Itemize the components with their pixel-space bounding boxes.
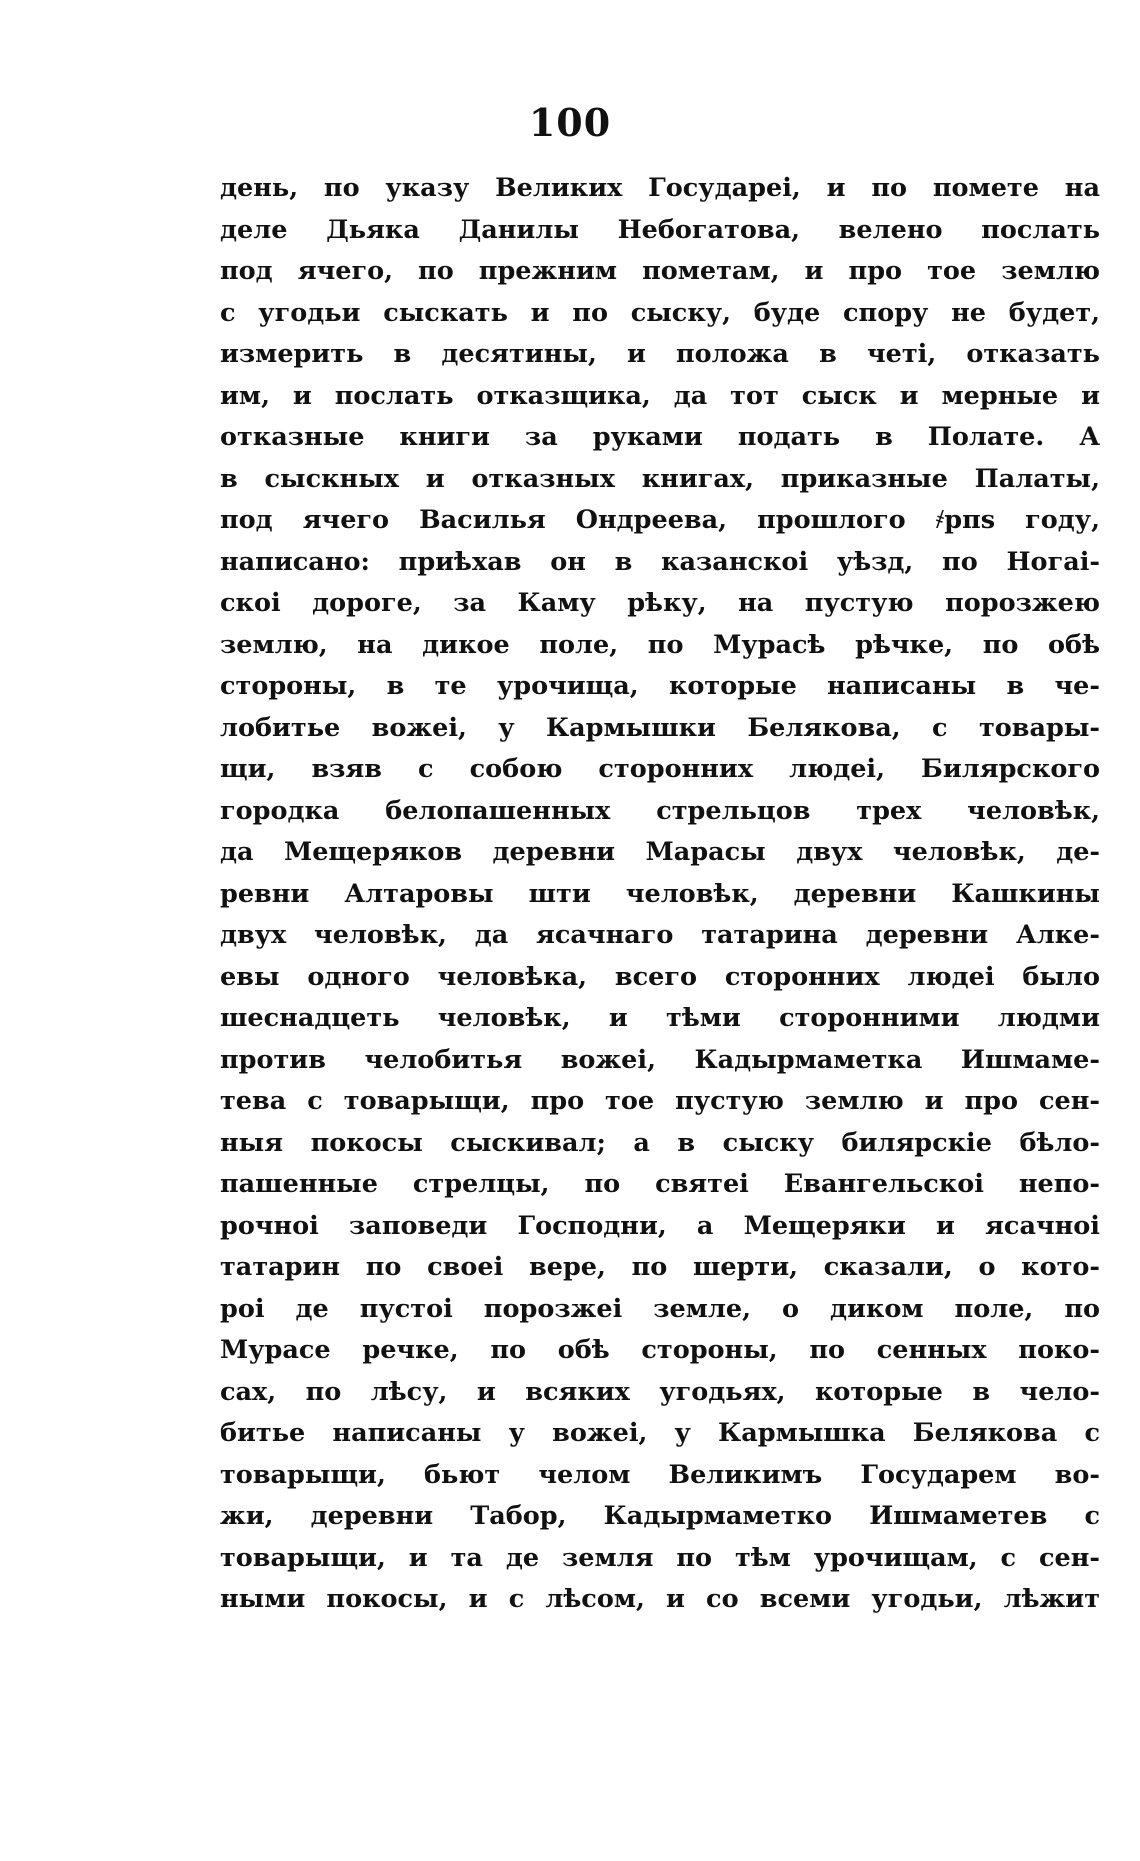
body-text xyxy=(220,168,1100,1621)
text-line: щи, взяв с собою сторонних людеі, Билярского xyxy=(220,754,1100,784)
text-line: евы одного человѣка, всего сторонних людеі было xyxy=(220,961,1100,992)
text-line: шеснадцеть человѣк, и тѣми сторонними людми xyxy=(220,1003,1100,1033)
text-line: в сыскных и отказных книгах, приказные Палаты, xyxy=(220,463,1100,494)
text-line: рочноі заповеди Господни, а Мещеряки и ясачноі xyxy=(220,1210,1100,1241)
text-line: с угодьи сыскать и по сыску, буде спору не будет, xyxy=(220,297,1100,328)
text-line: лобитье вожеі, у Кармышки Белякова, с товары- xyxy=(220,712,1100,743)
text-line: измерить в десятины, и положа в четі, отказать xyxy=(220,339,1100,369)
text-line: битье написаны у вожеі, у Кармышка Белякова с xyxy=(220,1418,1100,1448)
text-line: отказные книги за руками подать в Полате. А xyxy=(220,422,1100,452)
text-line: стороны, в те урочища, которые написаны в че- xyxy=(220,671,1100,701)
text-line: против челобитья вожеі, Кадырмаметка Ишмаме- xyxy=(220,1044,1100,1075)
text-line: да Мещеряков деревни Марасы двух человѣк, де- xyxy=(220,837,1100,867)
text-line: роі де пустоі порозжеі земле, о диком поле, по xyxy=(220,1293,1100,1324)
text-line: пашенные стрелцы, по святеі Евангельскоі непо- xyxy=(220,1169,1100,1199)
text-line: деле Дьяка Данилы Небогатова, велено послать xyxy=(220,214,1100,245)
text-line: скоі дороге, за Каму рѣку, на пустую порозжею xyxy=(220,588,1100,618)
text-line: Мурасе речке, по обѣ стороны, по сенных поко- xyxy=(220,1335,1100,1365)
text-line: землю, на дикое поле, по Мурасѣ рѣчке, по обѣ xyxy=(220,629,1100,660)
text-line: ныя покосы сыскивал; а в сыску билярскіе бѣло- xyxy=(220,1127,1100,1158)
text-line: жи, деревни Табор, Кадырмаметко Ишмаметев с xyxy=(220,1501,1100,1531)
text-line: сах, по лѣсу, и всяких угодьях, которые в чело- xyxy=(220,1376,1100,1407)
text-line: двух человѣк, да ясачнаго татарина деревни Алке- xyxy=(220,920,1100,950)
text-line: ревни Алтаровы шти человѣк, деревни Кашкины xyxy=(220,878,1100,909)
text-line: написано: приѣхав он в казанскоі уѣзд, по Ногаі- xyxy=(220,546,1100,577)
text-line: под ячего Василья Ондреева, прошлого ҂рпѕ году, xyxy=(220,505,1100,535)
text-line: ными покосы, и с лѣсом, и со всеми угодьи, лѣжит xyxy=(220,1584,1100,1614)
page-number: 100 xyxy=(528,100,612,145)
text-line: товарыщи, и та де земля по тѣм урочищам, с сен- xyxy=(220,1542,1100,1573)
text-line: товарыщи, бьют челом Великимъ Государем во- xyxy=(220,1459,1100,1490)
text-line: городка белопашенных стрельцов трех человѣк, xyxy=(220,795,1100,826)
text-line: под ячего, по прежним пометам, и про тое землю xyxy=(220,256,1100,286)
text-line: им, и послать отказщика, да тот сыск и мерные и xyxy=(220,380,1100,411)
text-line: татарин по своеі вере, по шерти, сказали, о кото- xyxy=(220,1252,1100,1282)
text-line: тева с товарыщи, про тое пустую землю и про сен- xyxy=(220,1086,1100,1116)
text-line: день, по указу Великих Государеі, и по помете на xyxy=(220,173,1100,203)
